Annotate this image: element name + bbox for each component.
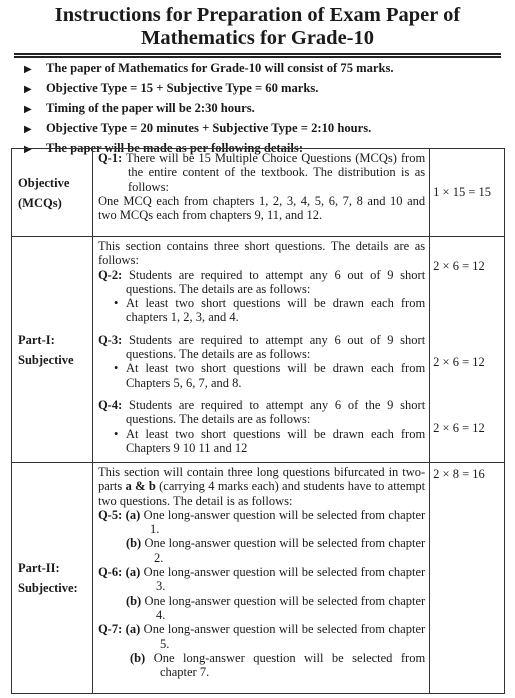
title-line-2: Mathematics for Grade-10	[140, 27, 375, 49]
instruction-item: ▶ Objective Type = 20 minutes + Subjective Type = 2:10 hours.	[24, 119, 504, 139]
part1-label: Part-I: Subjective	[12, 237, 93, 463]
arrow-icon: ▶	[24, 144, 32, 155]
instruction-item: ▶ Timing of the paper will be 2:30 hours.	[24, 99, 504, 119]
paper-structure-table	[11, 148, 505, 694]
objective-label: Objective (MCQs)	[12, 149, 93, 237]
q3-marks: 2 × 6 = 12	[433, 355, 485, 369]
instruction-list	[24, 59, 504, 159]
q2-bullet: • At least two short questions will be drawn each from chapters 1, 2, 3, and 4.	[113, 296, 426, 325]
part2-label: Part-II: Subjective:	[12, 463, 93, 694]
q3-bullet: • At least two short questions will be drawn each from Chapters 5, 6, 7, and 8.	[113, 361, 426, 390]
title-rule-bottom	[14, 56, 501, 58]
q7a: Q-7: (a) One long-answer question will be selected from chapter 5.	[97, 622, 426, 651]
q5b: (b) One long-answer question will be selected from chapter 2.	[125, 536, 426, 565]
q4-bullet: • At least two short questions will be drawn each from Chapters 9 10 11 and 12	[113, 426, 426, 455]
arrow-icon: ▶	[24, 104, 32, 115]
title-line-1: Instructions for Preparation of Exam Paper of	[54, 4, 461, 26]
objective-row	[12, 149, 505, 237]
arrow-icon: ▶	[24, 124, 32, 135]
title-rule-top	[14, 53, 501, 55]
q5a: Q-5: (a) One long-answer question will be selected from chapter 1.	[97, 507, 426, 537]
q2-marks: 2 × 6 = 12	[433, 259, 485, 273]
q6a: Q-6: (a) One long-answer question will be selected from chapter 3.	[97, 565, 426, 594]
part2-marks: 2 × 8 = 16	[430, 463, 505, 694]
page-title	[0, 4, 515, 50]
arrow-icon: ▶	[24, 84, 32, 95]
instruction-item: ▶ The paper will be made as per following details:	[24, 139, 504, 159]
part1-details: This section contains three short questions. The details are as follows: Q-2: Students are required to attempt any 6 out of 9 short questions. The details are as follows: • At least two short questions will be drawn each from chapters 1, 2, 3, and 4. Q-3: Students are required to attempt any 6 out of 9 short questions. The details are as follows: • At least two short questions will be drawn each from Chapters 5, 6, 7, and 8. Q-4: Students are required to attempt any 6 of the 9 short questions. The details are as follows: • At least two short questions will be drawn each from Chapters 9 10 11 and 12	[92, 237, 429, 463]
objective-details: Q-1: There will be 15 Multiple Choice Questions (MCQs) from the entire content of the textbook. The distribution is as follows: One MCQ each from chapters 1, 2, 3, 4, 5, 6, 7, 8 and 10 and two MCQs each from chapters 9, 11, and 12.	[92, 149, 429, 237]
objective-marks: 1 × 15 = 15	[430, 149, 505, 237]
part2-intro: This section will contain three long questions bifurcated in two-parts a & b (carrying 4 marks each) and students have to attempt two questions. The detail is as follows:	[97, 465, 426, 508]
part2-details	[92, 463, 429, 694]
part1-row	[12, 237, 505, 463]
q7b: (b) One long-answer question will be selected from chapter 7.	[129, 650, 426, 680]
q4-text: Q-4: Students are required to attempt any 6 of the 9 short questions. The details are as follows:	[97, 397, 426, 427]
q2-text: Q-2: Students are required to attempt any 6 out of 9 short questions. The details are as follows:	[97, 267, 426, 296]
q4-marks: 2 × 6 = 12	[433, 421, 485, 435]
bullet-icon: •	[113, 296, 119, 311]
bullet-icon: •	[113, 361, 119, 376]
part1-marks	[430, 237, 505, 463]
part2-row	[12, 463, 505, 694]
q3-text: Q-3: Students are required to attempt any 6 out of 9 short questions. The details are as follows:	[97, 332, 426, 362]
arrow-icon: ▶	[24, 64, 32, 75]
instruction-item: ▶ Objective Type = 15 + Subjective Type = 60 marks.	[24, 79, 504, 99]
instruction-item: ▶ The paper of Mathematics for Grade-10 will consist of 75 marks.	[24, 59, 504, 79]
q6b: (b) One long-answer question will be selected from chapter 4.	[125, 593, 426, 622]
bullet-icon: •	[113, 426, 119, 441]
